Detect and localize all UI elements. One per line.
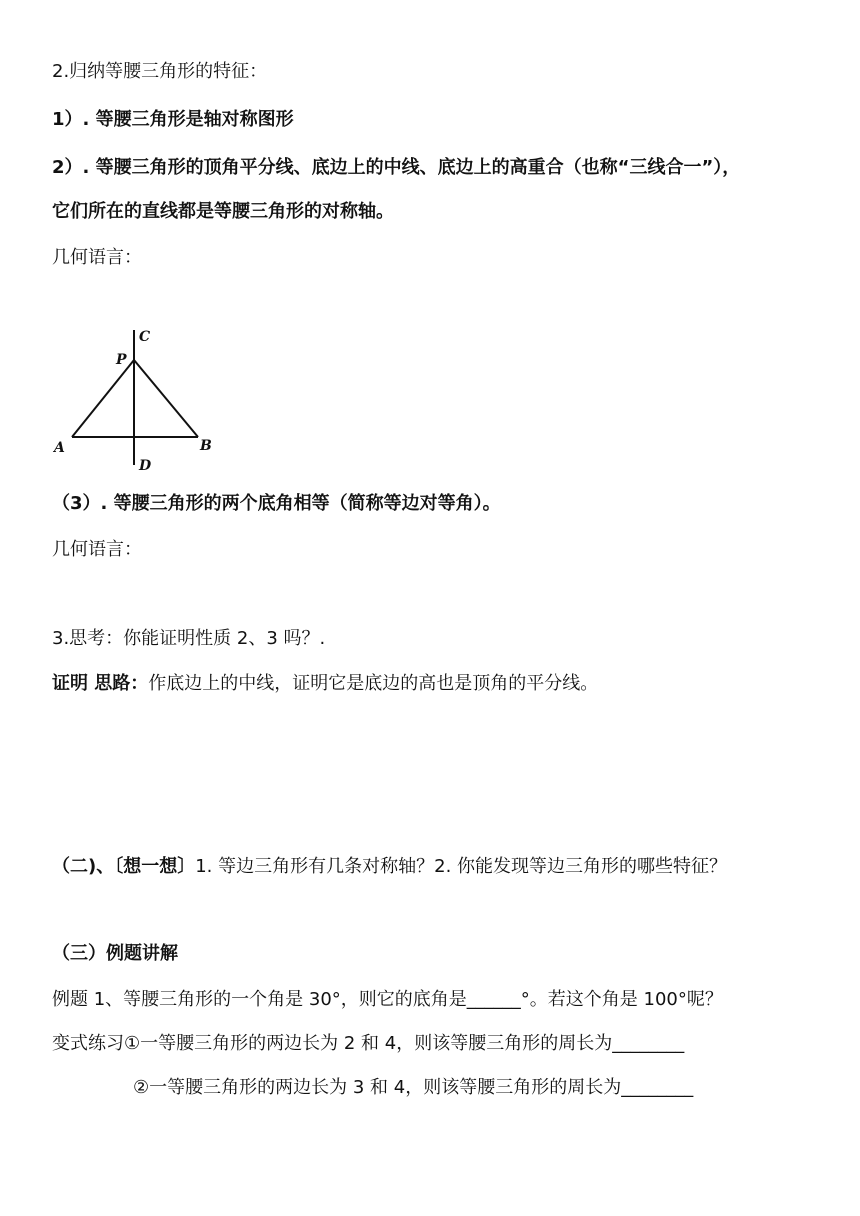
property-1: 1）. 等腰三角形是轴对称图形 xyxy=(52,109,294,130)
side-pa xyxy=(72,360,134,437)
geometry-language-1: 几何语言： xyxy=(52,247,142,268)
proof-idea xyxy=(52,672,598,696)
label-b: B xyxy=(200,438,212,454)
label-c: C xyxy=(139,329,151,345)
think-section xyxy=(52,855,727,879)
example-1: 例题 1、等腰三角形的一个角是 30°，则它的底角是______°。若这个角是 100°呢？ xyxy=(52,989,723,1010)
think-question: 3.思考：你能证明性质 2、3 吗？. xyxy=(52,628,326,649)
triangle-figure xyxy=(50,325,225,475)
label-p: P xyxy=(116,352,127,368)
label-a: A xyxy=(54,440,65,456)
property-2: 2）. 等腰三角形的顶角平分线、底边上的中线、底边上的高重合（也称“三线合一”）， xyxy=(52,157,741,178)
examples-title: （三）例题讲解 xyxy=(52,943,178,964)
variation-1: 变式练习①一等腰三角形的两边长为 2 和 4，则该等腰三角形的周长为________ xyxy=(52,1033,685,1054)
label-d: D xyxy=(139,458,152,474)
think-section-label: （二)、〔想一想〕 xyxy=(52,856,196,877)
proof-idea-text: 作底边上的中线，证明它是底边的高也是顶角的平分线。 xyxy=(148,673,599,694)
property-3: （3）. 等腰三角形的两个底角相等（简称等边对等角）。 xyxy=(52,493,501,514)
side-pb xyxy=(134,360,198,437)
variation-2: ②一等腰三角形的两边长为 3 和 4，则该等腰三角形的周长为________ xyxy=(133,1077,694,1098)
section-title-2: 2.归纳等腰三角形的特征： xyxy=(52,61,268,82)
think-section-text: 1. 等边三角形有几条对称轴？2. 你能发现等边三角形的哪些特征？ xyxy=(195,856,728,877)
property-2-cont: 它们所在的直线都是等腰三角形的对称轴。 xyxy=(52,201,394,222)
geometry-language-2: 几何语言： xyxy=(52,539,142,560)
proof-idea-label: 证明 思路： xyxy=(52,673,149,694)
